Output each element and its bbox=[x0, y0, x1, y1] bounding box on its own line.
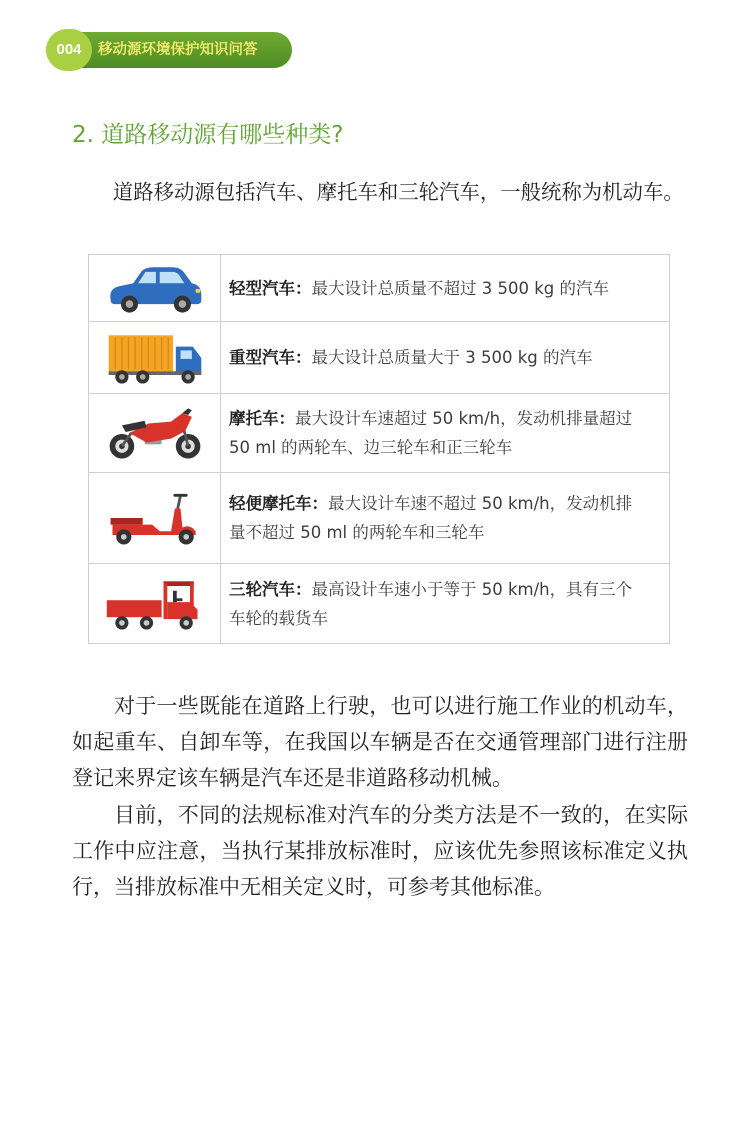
definition-text: 最大设计总质量不超过 3 500 kg 的汽车 bbox=[311, 278, 609, 298]
definition-cell bbox=[221, 394, 669, 472]
table-row bbox=[89, 255, 669, 322]
body-paragraph bbox=[72, 688, 688, 796]
definition-line bbox=[229, 274, 669, 303]
definition-cell bbox=[221, 322, 669, 393]
paragraph-line: 行，当排放标准中无相关定义时，可参考其他标准。 bbox=[72, 875, 555, 899]
definition-text: 最大设计总质量大于 3 500 kg 的汽车 bbox=[311, 348, 593, 367]
vehicle-type-label: 重型汽车： bbox=[229, 348, 312, 367]
definition-line bbox=[229, 575, 669, 604]
definition-line bbox=[229, 404, 669, 433]
paragraph-line: 对于一些既能在道路上行驶，也可以进行施工作业的机动车， bbox=[114, 694, 688, 718]
tricycle-truck-icon bbox=[103, 575, 207, 633]
definition-text: 最大设计车速超过 50 km/h，发动机排量超过 bbox=[295, 409, 633, 428]
vehicle-type-label: 轻型汽车： bbox=[229, 278, 312, 298]
section-title: 2. 道路移动源有哪些种类? bbox=[72, 122, 344, 148]
table-row bbox=[89, 473, 669, 564]
icon-cell bbox=[89, 473, 221, 563]
body-paragraph bbox=[72, 797, 688, 905]
table-row bbox=[89, 394, 669, 473]
icon-cell bbox=[89, 394, 221, 472]
intro-paragraph: 道路移动源包括汽车、摩托车和三轮汽车，一般统称为机动车。 bbox=[112, 182, 684, 204]
page-number: 004 bbox=[46, 29, 92, 71]
icon-cell bbox=[89, 255, 221, 321]
running-header bbox=[46, 32, 292, 68]
paragraph-line: 目前，不同的法规标准对汽车的分类方法是不一致的，在实际 bbox=[114, 803, 688, 827]
table-row bbox=[89, 322, 669, 394]
definition-text: 最高设计车速小于等于 50 km/h，具有三个 bbox=[311, 579, 633, 599]
vehicle-type-label: 摩托车： bbox=[229, 409, 295, 428]
scooter-icon bbox=[103, 489, 207, 547]
definition-line bbox=[229, 343, 669, 372]
truck-icon bbox=[103, 329, 207, 387]
table-row bbox=[89, 564, 669, 644]
book-title: 移动源环境保护知识问答 bbox=[98, 42, 258, 58]
vehicle-types-table bbox=[88, 254, 670, 644]
definition-line: 车轮的载货车 bbox=[229, 608, 328, 628]
definition-cell bbox=[221, 564, 669, 643]
definition-line: 量不超过 50 ml 的两轮车和三轮车 bbox=[229, 523, 485, 542]
icon-cell bbox=[89, 564, 221, 643]
motorcycle-icon bbox=[103, 404, 207, 462]
definition-line bbox=[229, 489, 669, 518]
paragraph-line: 登记来界定该车辆是汽车还是非道路移动机械。 bbox=[72, 766, 513, 790]
paragraph-line: 如起重车、自卸车等，在我国以车辆是否在交通管理部门进行注册 bbox=[72, 730, 688, 754]
definition-text: 最大设计车速不超过 50 km/h，发动机排 bbox=[328, 494, 633, 513]
definition-cell bbox=[221, 255, 669, 321]
definition-line: 50 ml 的两轮车、边三轮车和正三轮车 bbox=[229, 438, 513, 457]
car-icon bbox=[103, 259, 207, 317]
icon-cell bbox=[89, 322, 221, 393]
paragraph-line: 工作中应注意，当执行某排放标准时，应该优先参照该标准定义执 bbox=[72, 839, 688, 863]
definition-cell bbox=[221, 473, 669, 563]
vehicle-type-label: 轻便摩托车： bbox=[229, 494, 328, 513]
vehicle-type-label: 三轮汽车： bbox=[229, 579, 312, 599]
